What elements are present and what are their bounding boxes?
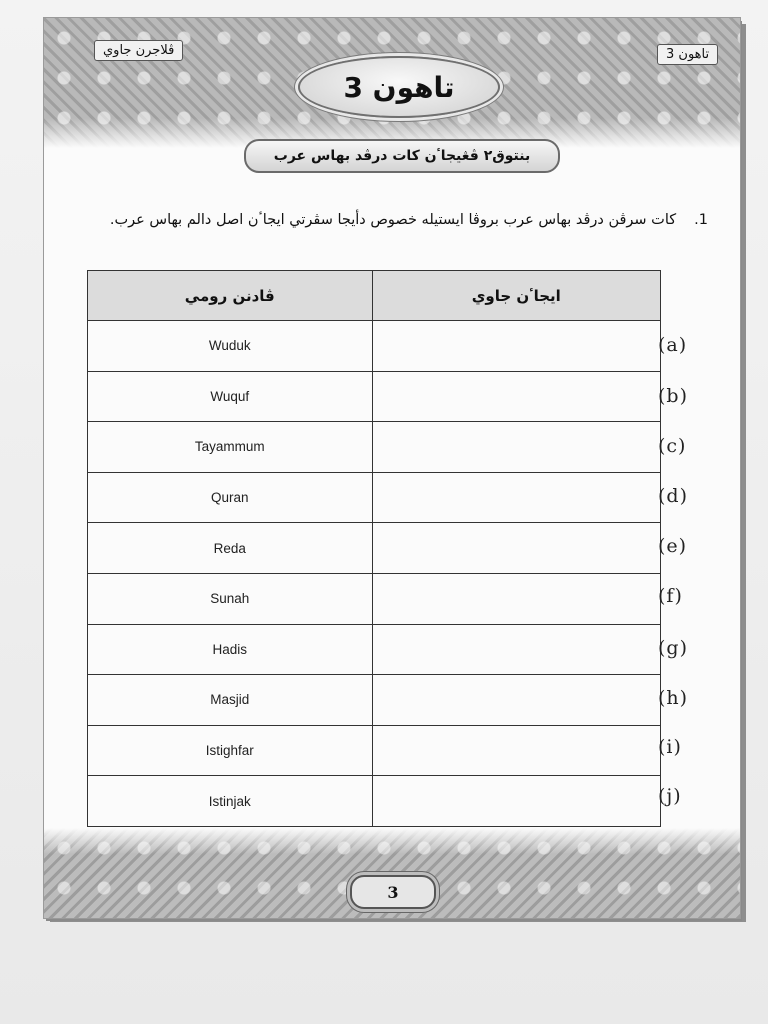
jawi-answer-cell[interactable] (372, 472, 660, 523)
roman-word: Wuquf (88, 371, 373, 422)
jawi-answer-cell[interactable] (372, 523, 660, 574)
jawi-answer-cell[interactable] (372, 573, 660, 624)
page-title-text: تاهون 3 (343, 70, 455, 104)
row-letter: (g) (658, 637, 688, 659)
table-row (88, 675, 661, 726)
table-row (88, 523, 661, 574)
roman-word: Masjid (88, 675, 373, 726)
jawi-answer-cell[interactable] (372, 725, 660, 776)
roman-word: Reda (88, 523, 373, 574)
worksheet-page (44, 18, 740, 918)
row-letter: (b) (658, 385, 688, 407)
spelling-table (87, 270, 661, 827)
jawi-answer-cell[interactable] (372, 776, 660, 827)
table-row (88, 472, 661, 523)
page-number (350, 875, 436, 909)
jawi-answer-cell[interactable] (372, 321, 660, 372)
roman-column-header: ڤادنن رومي (88, 271, 373, 321)
row-letter: (f) (658, 585, 683, 607)
roman-word: Tayammum (88, 422, 373, 473)
book-label: ڤلاجرن جاوي (94, 40, 183, 61)
table-row (88, 725, 661, 776)
page-edge-shadow (740, 24, 746, 920)
table-row (88, 776, 661, 827)
page-edge-shadow-bottom (50, 918, 746, 922)
row-letter: (h) (658, 687, 689, 709)
row-letter: (d) (658, 485, 688, 507)
instruction-text: كات سرڤن درڤد بهاس عرب بروڤا ايستيله خصوص دأيجا سڤرتي ايجاٴن اصل دالم بهاس عرب. (109, 212, 677, 228)
roman-word: Wuduk (88, 321, 373, 372)
section-subtitle-text: بنتوق٢ ڤڠيجاٴن كات درڤد بهاس عرب (273, 148, 531, 164)
roman-word: Quran (88, 472, 373, 523)
jawi-answer-cell[interactable] (372, 422, 660, 473)
jawi-answer-cell[interactable] (372, 624, 660, 675)
row-letter: (c) (658, 435, 687, 457)
table-row (88, 624, 661, 675)
row-letter: (j) (658, 785, 682, 807)
table-row (88, 573, 661, 624)
unit-label: تاهون 3 (657, 44, 718, 65)
jawi-column-header: ايجاٴن جاوي (372, 271, 660, 321)
table-header-row (88, 271, 661, 321)
roman-word: Istinjak (88, 776, 373, 827)
row-letter: (e) (658, 535, 688, 557)
table-row (88, 371, 661, 422)
jawi-answer-cell[interactable] (372, 675, 660, 726)
roman-word: Istighfar (88, 725, 373, 776)
instruction (96, 206, 708, 234)
page-number-text: 3 (387, 882, 399, 902)
jawi-answer-cell[interactable] (372, 371, 660, 422)
section-subtitle (244, 139, 560, 173)
page-title (298, 56, 500, 118)
roman-word: Sunah (88, 573, 373, 624)
instruction-number: 1. (694, 212, 708, 228)
roman-word: Hadis (88, 624, 373, 675)
table-row (88, 321, 661, 372)
row-letter: (i) (658, 736, 682, 758)
row-letter: (a) (658, 334, 688, 356)
table-row (88, 422, 661, 473)
